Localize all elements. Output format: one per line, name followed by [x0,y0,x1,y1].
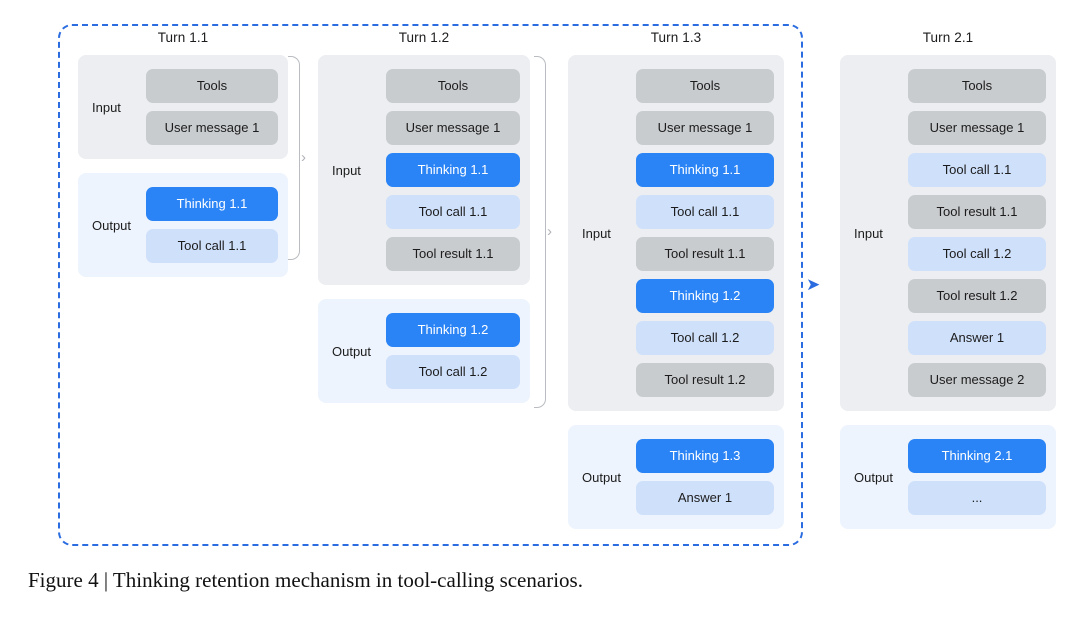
chip-user-message-1: User message 1 [636,111,774,145]
group-label: Input [332,162,361,178]
arrow-turn13-to-turn21: ➤ [806,275,821,294]
group-input [568,55,784,411]
group-output [78,173,288,277]
group-label: Output [92,217,132,233]
chip-tool-call-1-1: Tool call 1.1 [908,153,1046,187]
chip-user-message-1: User message 1 [908,111,1046,145]
chip-thinking-1-2: Thinking 1.2 [386,313,520,347]
group-label: Output [854,469,894,485]
chip-answer-1: Answer 1 [636,481,774,515]
chip-thinking-1-3: Thinking 1.3 [636,439,774,473]
chip-tool-call-1-1: Tool call 1.1 [146,229,278,263]
chip-tool-result-1-1: Tool result 1.1 [908,195,1046,229]
group-items [386,69,520,271]
chip-user-message-1: User message 1 [386,111,520,145]
group-items [636,439,774,515]
group-input [318,55,530,285]
chip-thinking-1-1: Thinking 1.1 [146,187,278,221]
turn-title: Turn 1.2 [398,30,450,45]
chip-ellipsis: ... [908,481,1046,515]
group-label: Input [854,225,883,241]
group-input [78,55,288,159]
chip-tool-call-1-2: Tool call 1.2 [386,355,520,389]
chip-tools: Tools [386,69,520,103]
turn-column-1-3 [568,30,784,543]
group-items [908,69,1046,397]
arrow-turn11-to-turn12: › [301,149,306,166]
group-input [840,55,1056,411]
chip-thinking-1-2: Thinking 1.2 [636,279,774,313]
turn-title: Turn 1.3 [650,30,702,45]
turn-column-2-1 [840,30,1056,543]
chip-tool-result-1-1: Tool result 1.1 [636,237,774,271]
group-label: Output [582,469,622,485]
group-items [146,69,278,145]
group-items [636,69,774,397]
chip-tool-result-1-2: Tool result 1.2 [908,279,1046,313]
chip-user-message-2: User message 2 [908,363,1046,397]
chip-tool-call-1-1: Tool call 1.1 [636,195,774,229]
group-output [840,425,1056,529]
chip-tool-result-1-1: Tool result 1.1 [386,237,520,271]
chip-tool-call-1-2: Tool call 1.2 [636,321,774,355]
turn-title: Turn 1.1 [157,30,209,45]
bracket-turn-1-2 [534,56,546,408]
arrow-turn12-to-turn13: › [547,223,552,240]
bracket-turn-1-1 [288,56,300,260]
turn-column-1-2 [318,30,530,417]
chip-user-message-1: User message 1 [146,111,278,145]
turn-column-1-1 [78,30,288,291]
group-output [318,299,530,403]
group-label: Input [582,225,611,241]
group-output [568,425,784,529]
group-items [146,187,278,263]
chip-thinking-1-1: Thinking 1.1 [386,153,520,187]
chip-tools: Tools [636,69,774,103]
chip-thinking-2-1: Thinking 2.1 [908,439,1046,473]
group-label: Input [92,99,121,115]
figure-caption: Figure 4 | Thinking retention mechanism in tool-calling scenarios. [28,568,583,592]
group-items [908,439,1046,515]
group-items [386,313,520,389]
chip-tool-call-1-2: Tool call 1.2 [908,237,1046,271]
chip-tool-call-1-1: Tool call 1.1 [386,195,520,229]
chip-answer-1: Answer 1 [908,321,1046,355]
chip-tools: Tools [146,69,278,103]
chip-tool-result-1-2: Tool result 1.2 [636,363,774,397]
chip-thinking-1-1: Thinking 1.1 [636,153,774,187]
group-label: Output [332,343,372,359]
turn-title: Turn 2.1 [922,30,974,45]
chip-tools: Tools [908,69,1046,103]
